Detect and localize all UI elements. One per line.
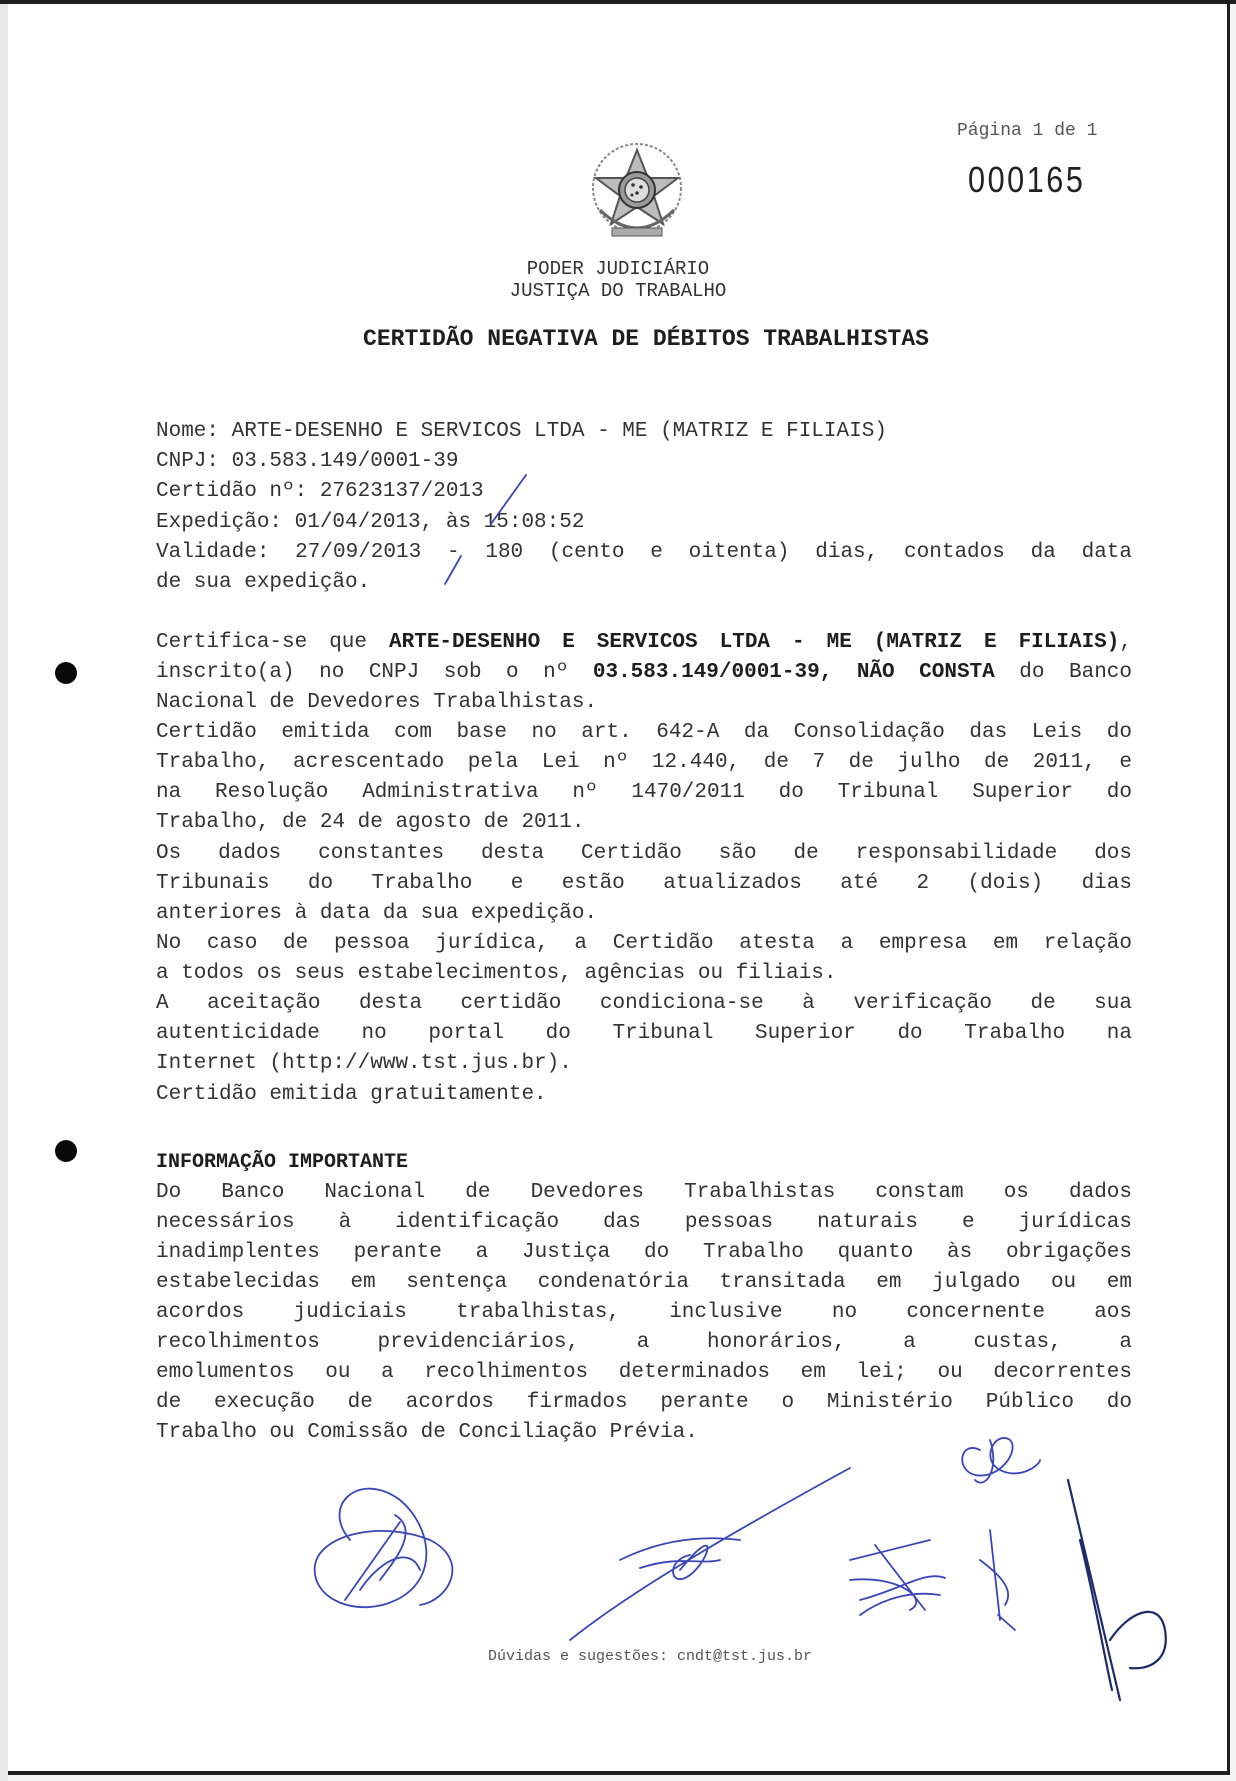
portal-link-line: Internet (http://www.tst.jus.br). <box>156 1052 572 1075</box>
validity-line-continued: de sua expedição. <box>156 571 371 594</box>
court-heading: JUSTIÇA DO TRABALHO <box>509 280 727 302</box>
certification-line: Trabalho, acrescentado pela Lei nº 12.440, de 7 de julho de 2011, e <box>156 751 1132 774</box>
important-line: recolhimentos previdenciários, a honorários, a custas, a <box>156 1331 1132 1354</box>
issue-date-line: Expedição: 01/04/2013, às 15:08:52 <box>156 511 585 534</box>
signature-1 <box>345 1515 420 1600</box>
certificate-number-line: Certidão nº: 27623137/2013 <box>156 480 484 503</box>
page-indicator: Página 1 de 1 <box>957 121 1098 141</box>
document-title: CERTIDÃO NEGATIVA DE DÉBITOS TRABALHISTAS <box>363 326 929 352</box>
certification-line: Tribunais do Trabalho e estão atualizados até 2 (dois) dias <box>156 872 1132 895</box>
important-heading: INFORMAÇÃO IMPORTANTE <box>156 1151 409 1174</box>
validity-line: Validade: 27/09/2013 - 180 (cento e oitenta) dias, contados da data <box>156 541 1132 564</box>
important-line: Trabalho ou Comissão de Conciliação Prévia. <box>156 1421 698 1444</box>
important-line: estabelecidas em sentença condenatória transitada em julgado ou em <box>156 1271 1132 1294</box>
important-line: inadimplentes perante a Justiça do Trabalho quanto às obrigações <box>156 1241 1132 1264</box>
certification-line: a todos os seus estabelecimentos, agências ou filiais. <box>156 962 837 985</box>
certification-line: Certidão emitida gratuitamente. <box>156 1083 547 1106</box>
certification-line: na Resolução Administrativa nº 1470/2011 do Tribunal Superior do <box>156 781 1132 804</box>
certification-line: Os dados constantes desta Certidão são de responsabilidade dos <box>156 842 1132 865</box>
certification-line: A aceitação desta certidão condiciona-se à verificação de sua <box>156 992 1132 1015</box>
certification-line: Certifica-se que ARTE-DESENHO E SERVICOS LTDA - ME (MATRIZ E FILIAIS), <box>156 631 1132 654</box>
signature-4 <box>980 1530 1015 1630</box>
signature-2 <box>570 1468 850 1640</box>
signature-4 <box>962 1438 1040 1483</box>
important-line: Do Banco Nacional de Devedores Trabalhistas constam os dados <box>156 1181 1132 1204</box>
important-line: acordos judiciais trabalhistas, inclusive no concernente aos <box>156 1301 1132 1324</box>
strike-mark <box>445 556 461 584</box>
certification-line: No caso de pessoa jurídica, a Certidão atesta a empresa em relação <box>156 932 1132 955</box>
signature-5 <box>1068 1480 1166 1700</box>
certification-line: Trabalho, de 24 de agosto de 2011. <box>156 811 585 834</box>
certification-line: inscrito(a) no CNPJ sob o nº 03.583.149/0001-39, NÃO CONSTA do Banco <box>156 661 1132 684</box>
important-line: de execução de acordos firmados perante o Ministério Público do <box>156 1391 1132 1414</box>
contact-footer: Dúvidas e sugestões: cndt@tst.jus.br <box>487 1648 813 1665</box>
court-branch-heading: PODER JUDICIÁRIO <box>526 258 710 280</box>
cnpj-line: CNPJ: 03.583.149/0001-39 <box>156 450 459 473</box>
certification-line: Certidão emitida com base no art. 642-A da Consolidação das Leis do <box>156 721 1132 744</box>
important-line: necessários à identificação das pessoas naturais e jurídicas <box>156 1211 1132 1234</box>
sheet-number-stamp: 000165 <box>968 159 1086 200</box>
signature-1 <box>315 1489 453 1608</box>
certification-line: Nacional de Devedores Trabalhistas. <box>156 691 598 714</box>
important-line: emolumentos ou a recolhimentos determinados em lei; ou decorrentes <box>156 1361 1132 1384</box>
certification-line: anteriores à data da sua expedição. <box>156 902 598 925</box>
name-line: Nome: ARTE-DESENHO E SERVICOS LTDA - ME (MATRIZ E FILIAIS) <box>156 420 887 443</box>
certification-line: autenticidade no portal do Tribunal Superior do Trabalho na <box>156 1022 1132 1045</box>
strike-mark <box>491 475 526 524</box>
signature-3 <box>850 1540 945 1615</box>
